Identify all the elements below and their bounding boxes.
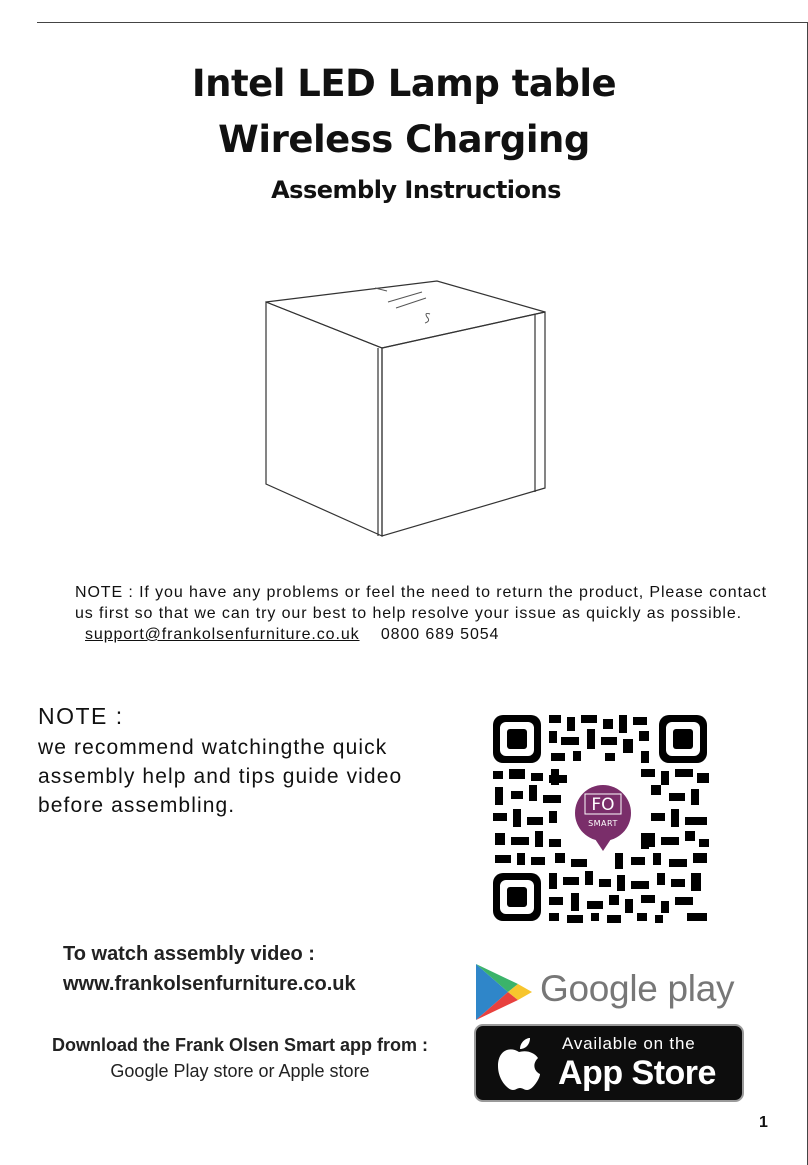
watch-video-label: To watch assembly video :: [63, 943, 315, 965]
page-subtitle: Assembly Instructions: [271, 176, 561, 204]
page-number: 1: [759, 1114, 768, 1131]
google-play-badge[interactable]: [472, 962, 752, 1022]
download-app-block: [30, 1032, 450, 1084]
video-note-line: assembly help and tips guide video: [38, 765, 403, 788]
app-store-badge[interactable]: [474, 1024, 744, 1102]
website-link[interactable]: www.frankolsenfurniture.co.uk: [63, 973, 356, 995]
qr-code-icon[interactable]: [491, 713, 713, 925]
download-stores-label: Google Play store or Apple store: [110, 1061, 370, 1081]
qr-logo-subtext: SMART: [588, 819, 618, 828]
page-title: Intel LED Lamp table: [191, 62, 617, 105]
google-play-label: Google play: [540, 968, 735, 1009]
app-store-label: App Store: [558, 1054, 716, 1092]
page-frame-top: [37, 22, 808, 23]
video-note-line: before assembling.: [38, 794, 236, 817]
video-note-line: we recommend watchingthe quick: [38, 736, 388, 759]
lamp-table-illustration: [260, 278, 550, 540]
support-email-link[interactable]: support@frankolsenfurniture.co.uk: [85, 626, 360, 643]
download-app-label: Download the Frank Olsen Smart app from :: [51, 1035, 429, 1055]
watch-video-block: [63, 939, 356, 999]
support-phone: 0800 689 5054: [380, 626, 500, 643]
video-note-title: NOTE :: [38, 703, 124, 729]
video-note-body: [38, 733, 438, 820]
support-note-text: NOTE : If you have any problems or feel the need to return the product, Please contact us first so that we can try our best to help resolve your issue as quickly as possible.: [75, 584, 767, 622]
google-play-icon: [472, 962, 536, 1022]
support-note: [75, 582, 775, 645]
page-title-line2: Wireless Charging: [218, 118, 590, 161]
qr-logo-text: FO: [591, 795, 615, 815]
app-store-small-label: Available on the: [562, 1034, 696, 1053]
apple-icon: [496, 1036, 542, 1092]
